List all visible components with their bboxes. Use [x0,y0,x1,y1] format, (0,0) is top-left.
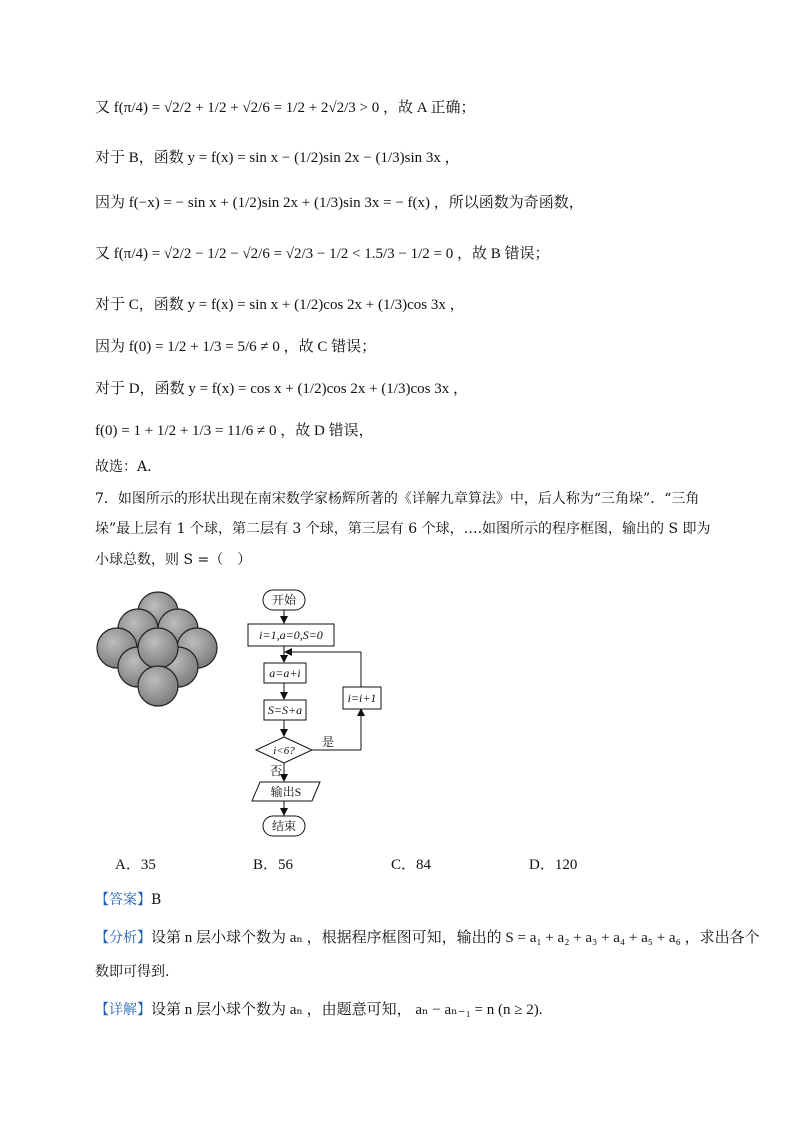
option-c[interactable]: C．84 [391,857,432,873]
start-label: 开始 [271,593,297,607]
option-d[interactable]: D．120 [529,857,578,873]
solution-line-8: f(0) = 1 + 1/2 + 1/3 = 11/6 ≠ 0 ，故 D 错误， [95,423,374,439]
solution-line-5: 对于 C，函数 y = f(x) = sin x + (1/2)cos 2x + (1/3)cos 3x ， [95,297,465,313]
triangle-pile-figure [90,585,230,715]
step1-label: a=a+i [269,666,301,680]
init-label: i=1,a=0,S=0 [259,628,323,642]
solution-line-2: 对于 B，函数 y = f(x) = sin x − (1/2)sin 2x − (1/3)sin 3x ， [95,150,460,166]
option-a[interactable]: A．35 [115,857,156,873]
analysis-line-2: 数即可得到. [95,964,170,980]
solution-conclusion: 故选：A． [95,459,162,475]
ball [138,666,178,706]
end-label: 结束 [271,819,297,833]
ball [138,628,178,668]
analysis-text: 设第 n 层小球个数为 aₙ ，根据程序框图可知，输出的 S = a₁ + a₂ + a₃ + a₄ + a₅ + a₆ ，求出各个 [151,930,760,946]
step2-label: S=S+a [267,703,303,717]
answer-line [95,890,161,910]
answer-options [115,855,667,875]
analysis-label: 【分析】 [95,930,151,946]
detail-line [95,1000,542,1020]
question-text-line-2: 垛”最上层有 1 个球，第二层有 3 个球，第三层有 6 个球，….如图所示的程序框图，输出的 S 即为 [95,521,711,537]
answer-value: B [151,892,162,908]
solution-line-1: 又 f(π/4) = √2/2 + 1/2 + √2/6 = 1/2 + 2√2/3 > 0 ，故 A 正确； [95,100,476,116]
option-b[interactable]: B．56 [253,857,294,873]
solution-line-4: 又 f(π/4) = √2/2 − 1/2 − √2/6 = √2/3 − 1/2 < 1.5/3 − 1/2 = 0 ，故 B 错误； [95,246,550,262]
question-text-line-3: 小球总数，则 S =（ ） [95,552,252,568]
yes-label: 是 [321,735,335,749]
analysis-line [95,928,760,948]
increment-label: i=i+1 [347,691,377,705]
question-text-line-1: 7．如图所示的形状出现在南宋数学家杨辉所著的《详解九章算法》中，后人称为“三角垛”．“三角 [95,491,700,507]
program-flowchart [240,585,420,845]
decision-label: i<6? [273,745,295,757]
detail-text: 设第 n 层小球个数为 aₙ ，由题意可知， aₙ − aₙ₋₁ = n (n ≥ 2). [151,1002,543,1018]
no-label: 否 [269,764,283,778]
solution-line-3: 因为 f(−x) = − sin x + (1/2)sin 2x + (1/3)sin 3x = − f(x) ，所以函数为奇函数， [95,195,584,211]
detail-label: 【详解】 [95,1002,151,1018]
output-label: 输出S [270,785,302,799]
answer-label: 【答案】 [95,892,151,908]
solution-line-7: 对于 D，函数 y = f(x) = cos x + (1/2)cos 2x + (1/3)cos 3x ， [95,381,468,397]
solution-line-6: 因为 f(0) = 1/2 + 1/3 = 5/6 ≠ 0 ，故 C 错误； [95,339,377,355]
